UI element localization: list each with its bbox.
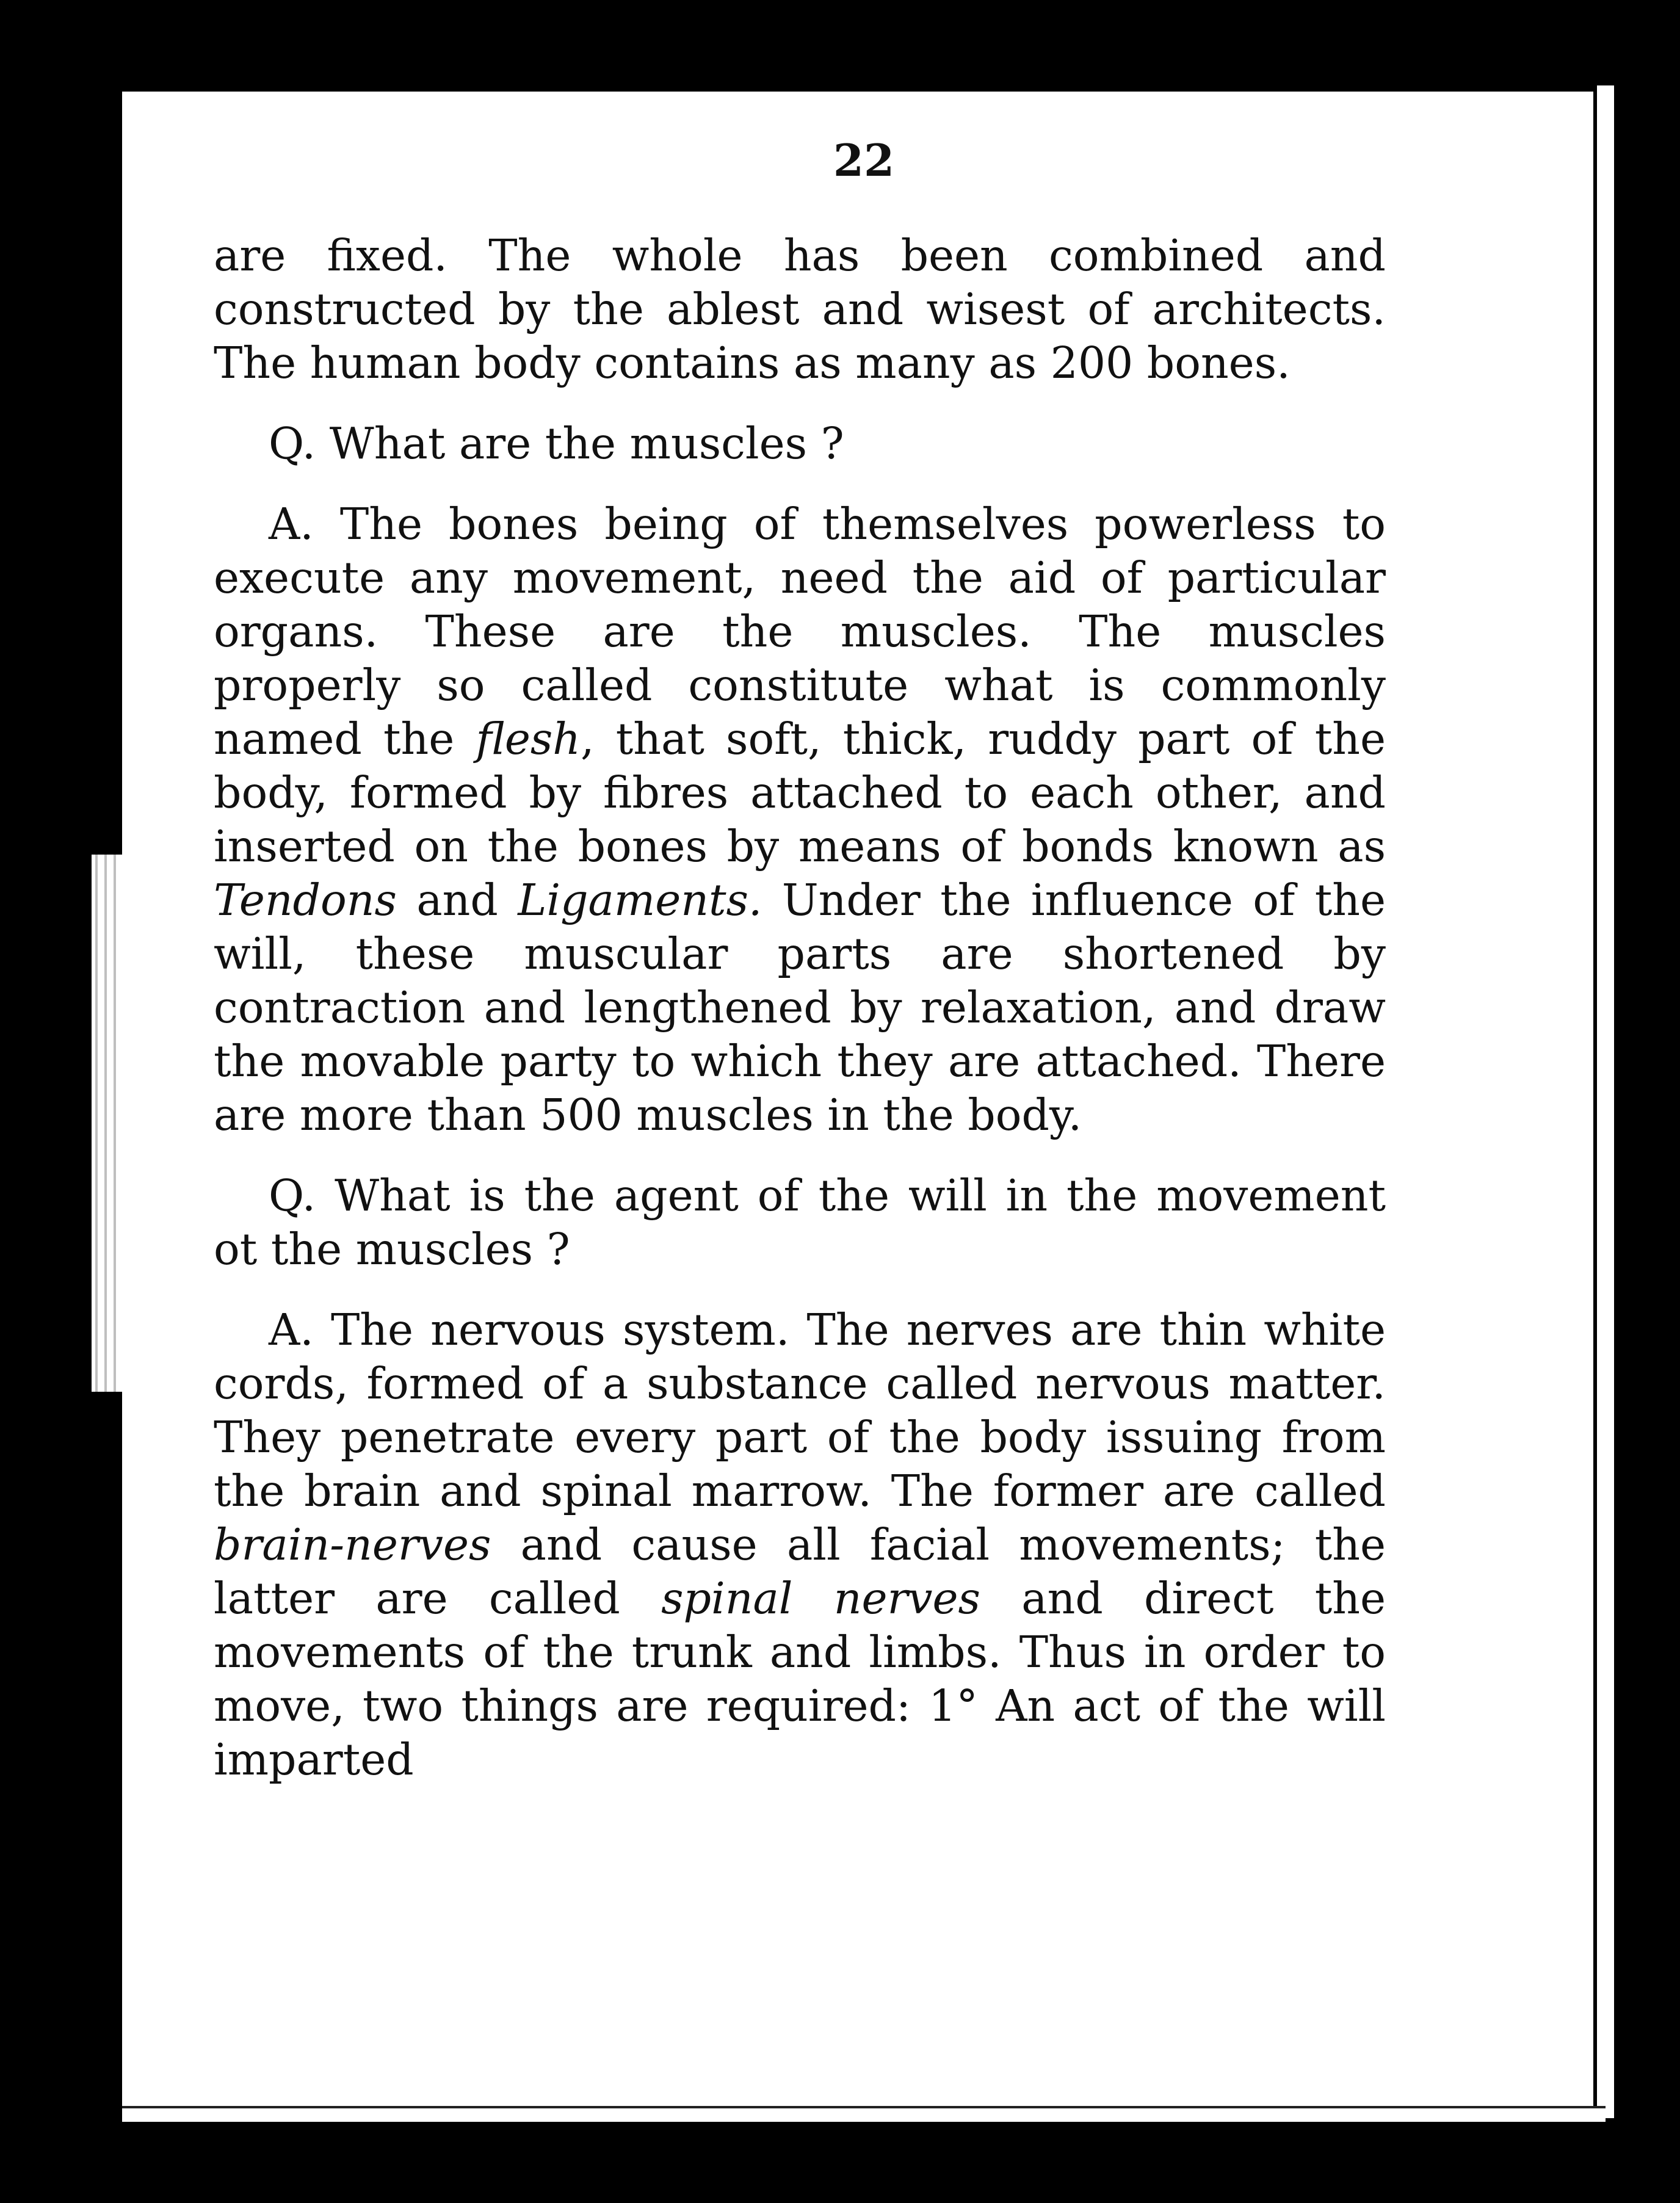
term-tendons: Tendons bbox=[214, 875, 397, 925]
page-stack-left-edge bbox=[92, 855, 125, 1392]
question-muscles: Q. What are the muscles ? bbox=[269, 418, 844, 469]
answer-nervous-text-2: and cause all facial movements; the latter are called bbox=[214, 1519, 1386, 1624]
answer-muscles-text-3: Under the influence of the will, these muscular parts are shortened by contraction and lengthened by relaxation, and draw the movable party to which they are attached. There are more than 500 muscles in the body. bbox=[214, 875, 1386, 1140]
answer-muscles-and: and bbox=[396, 875, 518, 925]
term-ligaments: Ligaments. bbox=[518, 875, 762, 925]
book-page bbox=[122, 92, 1606, 2118]
term-brain-nerves: brain-nerves bbox=[214, 1519, 491, 1570]
answer-nervous-text-1: A. The nervous system. The nerves are thin white cords, formed of a substance called nervous matter. They penetrate every part of the body issuing from the brain and spinal marrow. The former are called bbox=[214, 1304, 1386, 1516]
answer-muscles-text-1: A. The bones being of themselves powerless to execute any movement, need the aid of particular organs. These are the muscles. The muscles properly so called constitute what is commonly named the bbox=[214, 499, 1386, 764]
term-flesh: flesh bbox=[476, 714, 581, 764]
page-number: 22 bbox=[833, 134, 895, 186]
answer-muscles-text-2: , that soft, thick, ruddy part of the body, formed by fibres attached to each other, and inserted on the bones by means of bonds known as bbox=[214, 714, 1386, 872]
question-agent-of-will: Q. What is the agent of the will in the movement ot the muscles ? bbox=[214, 1170, 1386, 1275]
page-bottom-edge bbox=[122, 2106, 1606, 2122]
answer-muscles bbox=[214, 497, 1386, 1142]
answer-nervous-text-3: and direct the movements of the trunk and limbs. Thus in order to move, two things are required: 1° An act of the will imparted bbox=[214, 1573, 1386, 1785]
paragraph-bones: are fixed. The whole has been combined and constructed by the ablest and wisest of architects. The human body contains as many as 200 bones. bbox=[214, 230, 1386, 388]
answer-nervous-system bbox=[214, 1303, 1386, 1787]
page-right-edge bbox=[1593, 85, 1614, 2118]
term-spinal-nerves: spinal nerves bbox=[661, 1573, 980, 1624]
page-body bbox=[214, 229, 1386, 1787]
